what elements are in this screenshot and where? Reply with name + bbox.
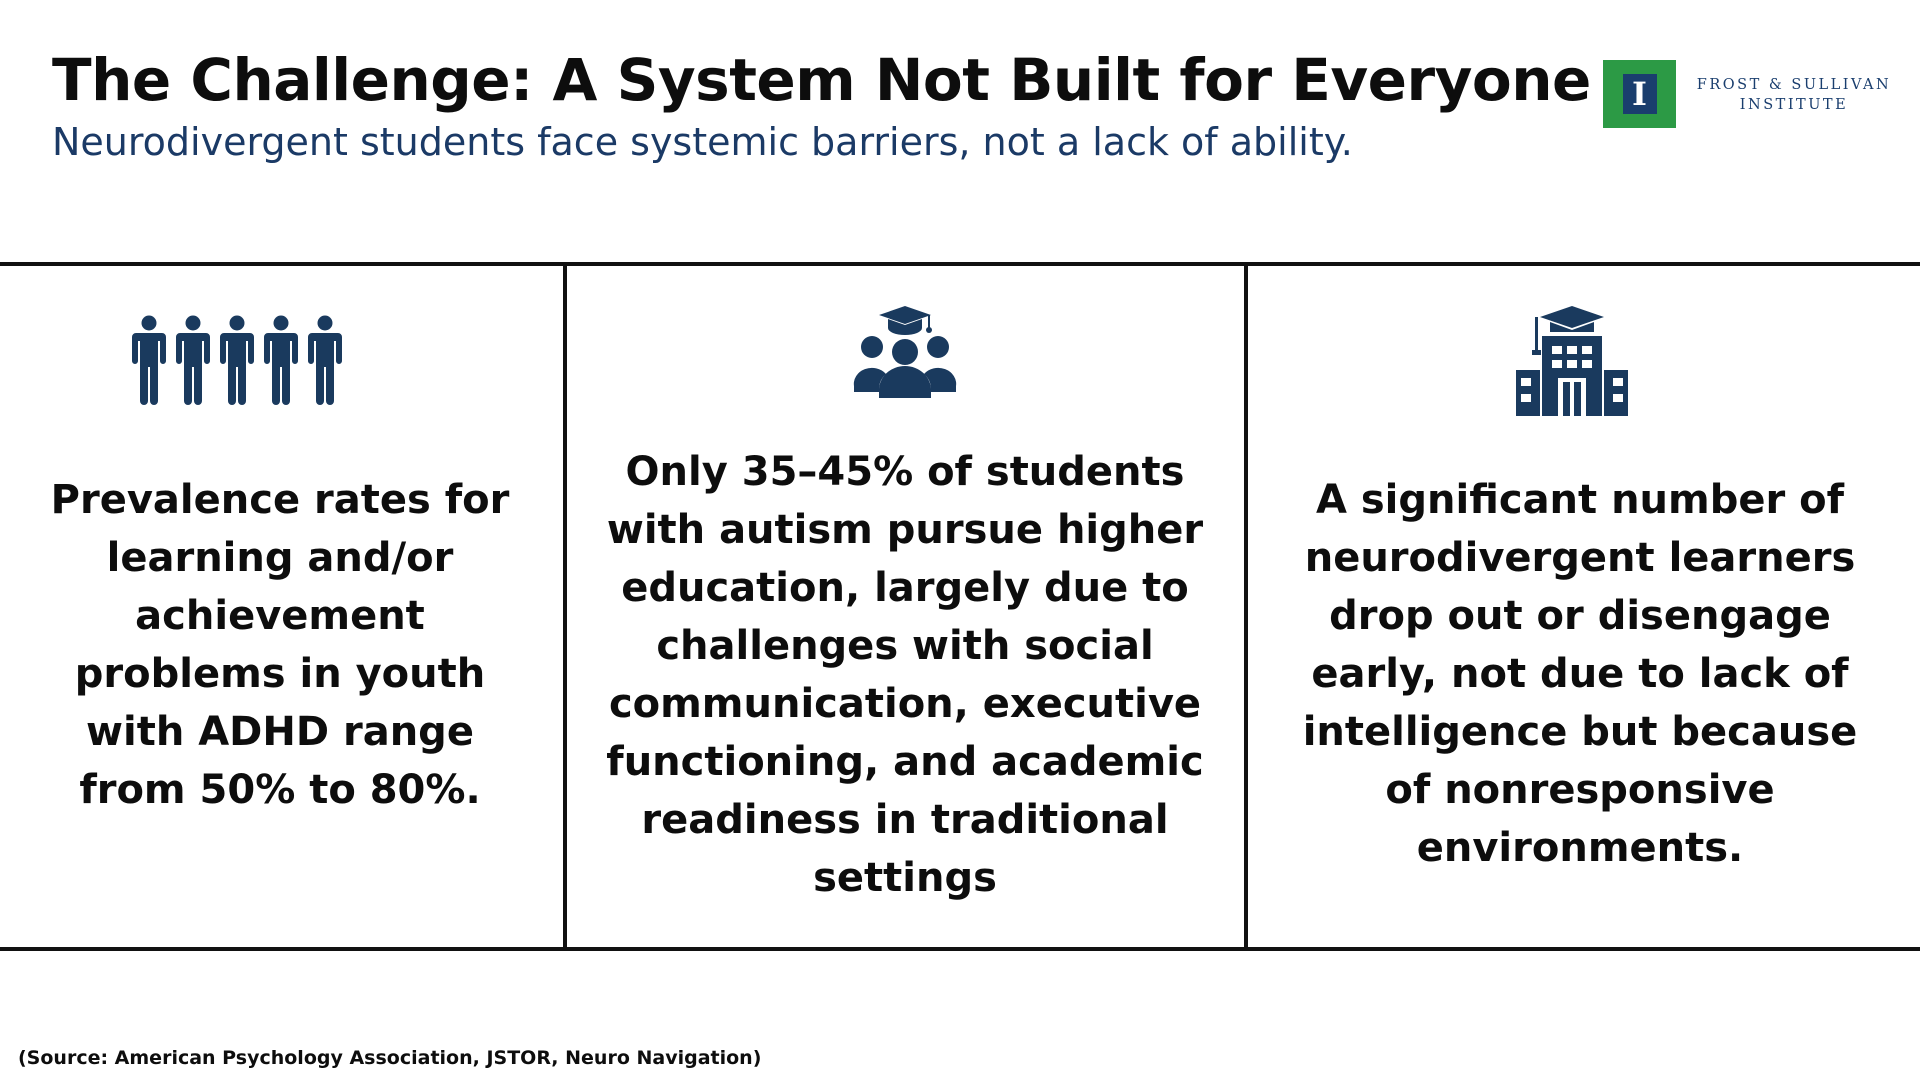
top-divider <box>0 262 1920 266</box>
page-title: The Challenge: A System Not Built for Everyone <box>52 46 1591 114</box>
graduate-group-icon <box>853 306 957 398</box>
column-divider-1 <box>563 262 567 951</box>
logo-mark <box>1603 60 1676 128</box>
logo-line-1: FROST & SULLIVAN <box>1696 77 1892 93</box>
column-divider-2 <box>1244 262 1248 951</box>
column-dropout-text: A significant number of neurodivergent learners drop out or disengage early, not due to lack of intelligence but because of nonresponsive environments. <box>1302 477 1858 871</box>
institute-logo <box>1603 60 1903 128</box>
source-note: (Source: American Psychology Association, JSTOR, Neuro Navigation) <box>18 1047 762 1069</box>
column-adhd-text: Prevalence rates for learning and/or achievement problems in youth with ADHD range from 50% to 80%. <box>50 477 510 813</box>
logo-wordmark <box>1687 75 1901 115</box>
column-autism <box>600 268 1210 948</box>
page-subtitle: Neurodivergent students face systemic barriers, not a lack of ability. <box>52 120 1353 164</box>
column-adhd <box>40 268 520 948</box>
column-autism-text: Only 35–45% of students with autism pursue higher education, largely due to challenges with social communication, executive functioning, and academic readiness in traditional settings <box>606 449 1204 901</box>
column-dropout <box>1280 268 1880 948</box>
people-group-icon <box>132 315 344 407</box>
logo-line-2: INSTITUTE <box>1739 97 1849 113</box>
school-building-icon <box>1516 306 1628 416</box>
logo-letter: I <box>1623 74 1657 114</box>
